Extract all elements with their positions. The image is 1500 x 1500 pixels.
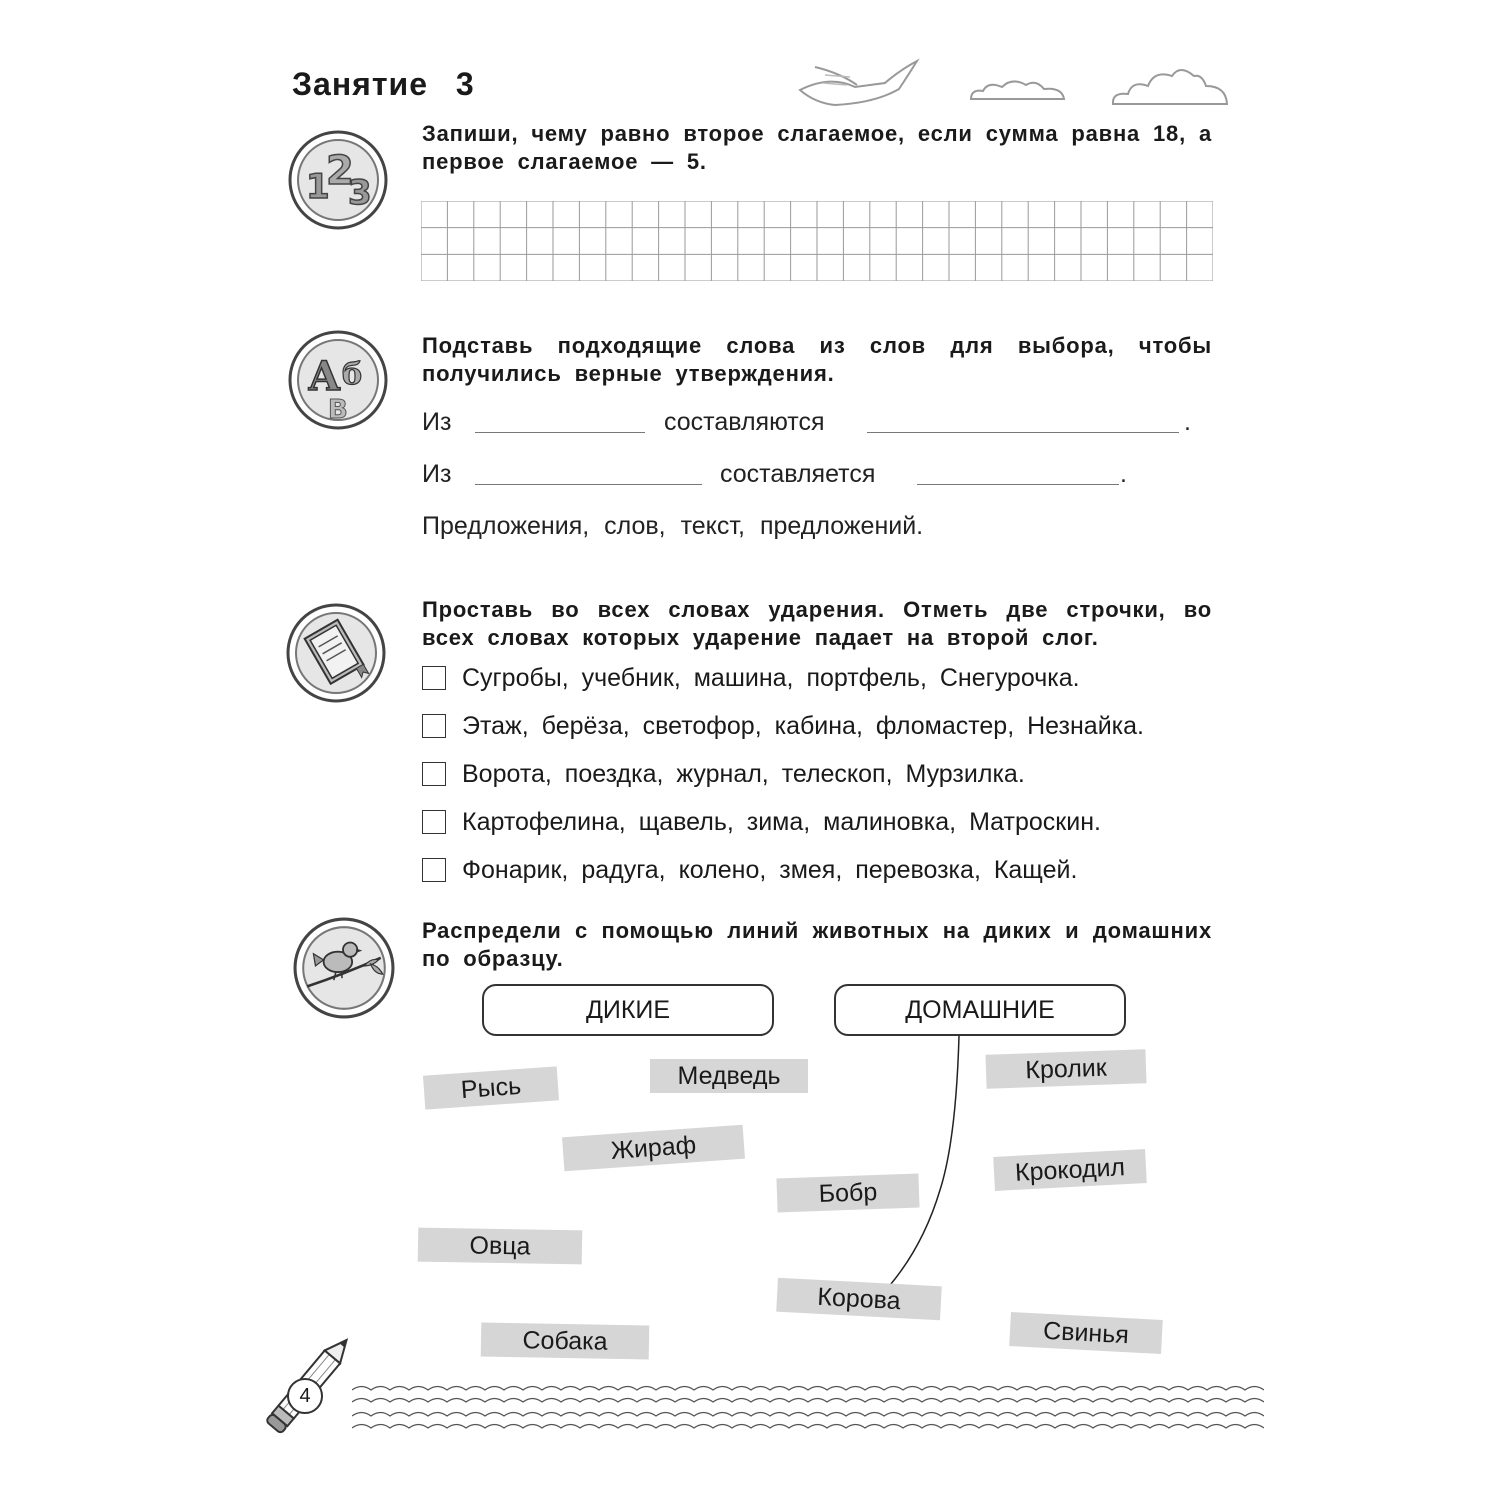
statement1-blank2[interactable] <box>867 432 1179 433</box>
lesson-number: 3 <box>455 66 475 102</box>
animal-card-lynx[interactable]: Рысь <box>423 1066 559 1109</box>
row-checkbox[interactable] <box>422 810 446 834</box>
statement2-end: . <box>1120 460 1127 488</box>
wave-border <box>352 1382 1264 1438</box>
row-checkbox[interactable] <box>422 666 446 690</box>
animal-card-sheep[interactable]: Овца <box>418 1228 583 1265</box>
letters-abv-icon <box>288 330 388 430</box>
animal-card-crocodile[interactable]: Крокодил <box>993 1149 1147 1191</box>
animal-card-giraffe[interactable]: Жираф <box>562 1125 745 1172</box>
animal-card-pig[interactable]: Свинья <box>1009 1312 1163 1354</box>
bird-on-branch-icon <box>293 917 395 1019</box>
numbers-123-icon <box>288 130 388 230</box>
task1-instruction: Запиши, чему равно второе слагаемое, если сумма равна 18, а первое слагаемое — 5. <box>422 121 1212 174</box>
task2-instruction: Подставь подходящие слова из слов для выбора, чтобы получились верные утверждения. <box>422 333 1212 386</box>
stress-row <box>422 853 1077 887</box>
svg-text:3: 3 <box>348 173 372 213</box>
stress-row <box>422 709 1144 743</box>
statement2-verb: составляется <box>720 460 876 488</box>
row-words: Сугробы, учебник, машина, портфель, Снегурочка. <box>462 663 1080 692</box>
row-words: Ворота, поездка, журнал, телескоп, Мурзилка. <box>462 759 1025 788</box>
row-checkbox[interactable] <box>422 762 446 786</box>
stress-row <box>422 661 1080 695</box>
row-words: Этаж, берёза, светофор, кабина, фломастер, Незнайка. <box>462 711 1144 740</box>
row-checkbox[interactable] <box>422 858 446 882</box>
statement1-prefix: Из <box>422 408 452 436</box>
answer-grid[interactable] <box>421 201 1213 281</box>
row-words: Фонарик, радуга, колено, змея, перевозка, Кащей. <box>462 855 1078 884</box>
statement2-blank1[interactable] <box>475 484 702 485</box>
stress-row <box>422 805 1101 839</box>
stress-row <box>422 757 1025 791</box>
category-wild[interactable]: ДИКИЕ <box>482 984 774 1036</box>
statement1-end: . <box>1184 408 1191 436</box>
lesson-label: Занятие <box>292 66 428 102</box>
statement1-blank1[interactable] <box>475 432 645 433</box>
lesson-title <box>292 66 475 103</box>
animal-card-beaver[interactable]: Бобр <box>776 1174 919 1213</box>
row-checkbox[interactable] <box>422 714 446 738</box>
category-domestic[interactable]: ДОМАШНИЕ <box>834 984 1126 1036</box>
task4-instruction: Распредели с помощью линий животных на диких и домашних по образцу. <box>422 918 1212 971</box>
cloud-icon <box>968 75 1068 105</box>
animal-card-cow[interactable]: Корова <box>776 1278 942 1321</box>
statement2-prefix: Из <box>422 460 452 488</box>
animal-card-rabbit[interactable]: Кролик <box>985 1049 1146 1089</box>
svg-text:В: В <box>328 395 348 425</box>
row-words: Картофелина, щавель, зима, малиновка, Матроскин. <box>462 807 1101 836</box>
sample-connection-line <box>870 1030 970 1310</box>
book-icon <box>286 603 386 703</box>
animal-card-dog[interactable]: Собака <box>481 1323 650 1360</box>
page-number: 4 <box>287 1378 323 1414</box>
svg-text:1: 1 <box>306 167 330 207</box>
svg-text:А: А <box>308 353 341 400</box>
cloud-icon <box>1110 66 1230 110</box>
task3-instruction: Проставь во всех словах ударения. Отметь две строчки, во всех словах которых ударение падает на второй слог. <box>422 597 1212 650</box>
svg-text:б: б <box>342 357 363 392</box>
statement2-blank2[interactable] <box>917 484 1119 485</box>
svg-text:2: 2 <box>326 148 354 194</box>
animal-card-bear[interactable]: Медведь <box>650 1059 808 1093</box>
word-choices: Предложения, слов, текст, предложений. <box>422 512 924 540</box>
statement1-verb: составляются <box>664 408 825 436</box>
